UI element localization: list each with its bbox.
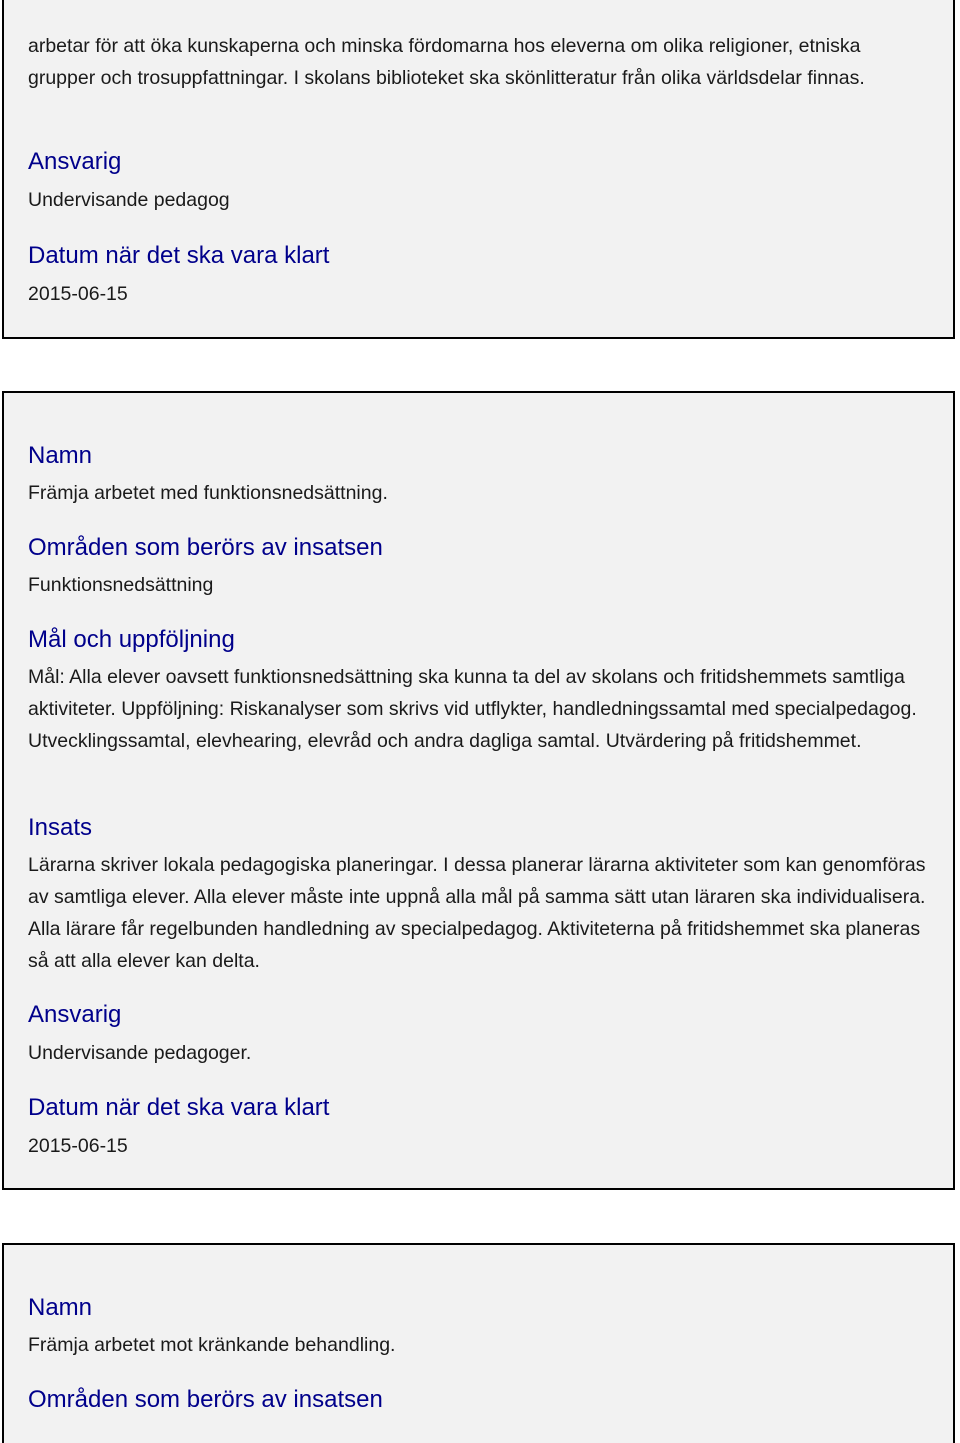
- mal-text: Mål: Alla elever oavsett funktionsnedsättning ska kunna ta del av skolans och fritidshemmets samtliga aktiviteter. Uppföljning: Riskanalyser som skrivs vid utflykter, handledningssamtal med specialpedagog. Utvecklingssamtal, elevhearing, elevråd och andra dagliga samtal. Utvärdering på fritidshemmet.: [28, 666, 917, 752]
- datum-heading: Datum när det ska vara klart: [28, 1094, 330, 1121]
- ansvarig-text: Undervisande pedagog: [28, 189, 230, 211]
- insats-heading: Insats: [28, 814, 93, 841]
- intro-text: arbetar för att öka kunskaperna och minska fördomarna hos eleverna om olika religioner, etniska grupper och trosuppfattningar. I skolans biblioteket ska skönlitteratur från olika världsdelar finnas.: [28, 35, 865, 89]
- omraden-heading: Områden som berörs av insatsen: [28, 1386, 383, 1413]
- measure-box-funktionsnedsattning: [2, 391, 955, 1190]
- datum-heading: Datum när det ska vara klart: [28, 242, 330, 269]
- measure-box-krankande-behandling: [2, 1243, 955, 1443]
- namn-heading: Namn: [28, 1294, 93, 1321]
- namn-text: Främja arbetet med funktionsnedsättning.: [28, 482, 388, 504]
- insats-text: Lärarna skriver lokala pedagogiska planeringar. I dessa planerar lärarna aktiviteter som kan genomföras av samtliga elever. Alla elever måste inte uppnå alla mål på samma sätt utan läraren ska individualisera. Alla lärare får regelbunden handledning av specialpedagog. Aktiviteterna på fritidshemmet ska planeras så att alla elever kan delta.: [28, 854, 926, 972]
- omraden-text: Funktionsnedsättning: [28, 574, 214, 596]
- ansvarig-heading: Ansvarig: [28, 1001, 122, 1028]
- datum-text: 2015-06-15: [28, 1135, 128, 1157]
- ansvarig-text: Undervisande pedagoger.: [28, 1042, 252, 1064]
- ansvarig-heading: Ansvarig: [28, 148, 122, 175]
- namn-text: Främja arbetet mot kränkande behandling.: [28, 1334, 396, 1356]
- omraden-heading: Områden som berörs av insatsen: [28, 534, 383, 561]
- datum-text: 2015-06-15: [28, 283, 128, 305]
- namn-heading: Namn: [28, 442, 93, 469]
- measure-box-previous: [2, 0, 955, 339]
- mal-heading: Mål och uppföljning: [28, 626, 235, 653]
